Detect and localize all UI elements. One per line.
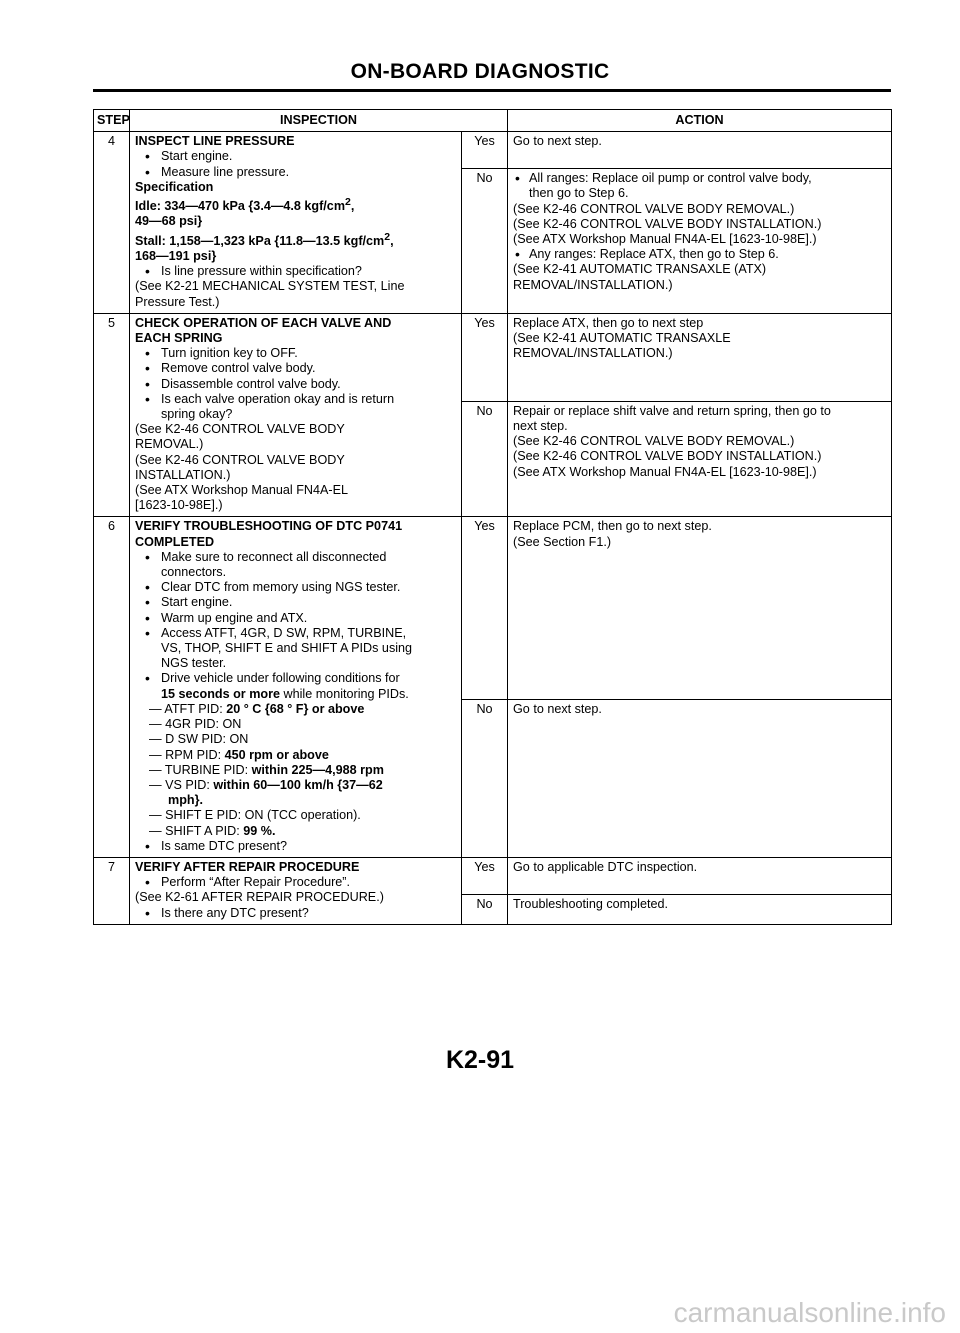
step-number: 7 [94, 857, 130, 924]
action-cell [508, 857, 892, 894]
step-5-inspection [130, 313, 462, 517]
step-7-yes-row [94, 857, 892, 894]
action-text: Repair or replace shift valve and return spring, then go to [513, 403, 831, 418]
step-4-inspection [130, 132, 462, 314]
reference: [1623-10-98E].) [135, 498, 223, 513]
list-item: • Drive vehicle under following conditions for [135, 671, 456, 686]
watermark: carmanualsonline.info [673, 1297, 946, 1328]
pid-condition-cont: mph}. [168, 793, 203, 808]
action-text: REMOVAL/INSTALLATION.) [513, 277, 673, 292]
action-text: Replace PCM, then go to next step. [513, 519, 712, 534]
list-item: • Is line pressure within specification? [135, 264, 456, 279]
pid-value: 20 ° C {68 ° F} or above [226, 701, 365, 716]
list-item-cont: NGS tester. [161, 656, 227, 671]
list-item: • Start engine. [135, 595, 456, 610]
no-label: No [462, 169, 508, 314]
pid-label: — TURBINE PID: [149, 762, 252, 777]
pid-condition [135, 824, 456, 839]
list-item: • Remove control valve body. [135, 361, 456, 376]
pid-value: within 60—100 km/h {37—62 [213, 777, 383, 792]
list-item: • Warm up engine and ATX. [135, 611, 456, 626]
action-text: Go to applicable DTC inspection. [513, 859, 698, 874]
action-text: (See Section F1.) [513, 534, 612, 549]
action-text: Go to next step. [513, 134, 602, 149]
action-text: (See ATX Workshop Manual FN4A-EL [1623-10-98E].) [513, 464, 817, 479]
action-text: Replace ATX, then go to next step [513, 315, 704, 330]
list-item: • Clear DTC from memory using NGS tester. [135, 580, 456, 595]
page-number: K2-91 [445, 1046, 515, 1074]
title-rule [93, 89, 891, 92]
action-text: (See ATX Workshop Manual FN4A-EL [1623-10-98E].) [513, 232, 817, 247]
pid-value: 450 rpm or above [224, 747, 329, 762]
list-item-cont: connectors. [161, 565, 227, 580]
step-title: INSPECT LINE PRESSURE [135, 134, 295, 149]
step-title: COMPLETED [135, 534, 215, 549]
pid-condition [135, 778, 456, 793]
yes-label: Yes [462, 313, 508, 401]
header-step: STEP [94, 110, 130, 132]
step-6-yes-row [94, 517, 892, 700]
action-cell [508, 132, 892, 169]
list-item: • Turn ignition key to OFF. [135, 346, 456, 361]
list-item: • Is each valve operation okay and is return [135, 392, 456, 407]
diagnostic-table [93, 109, 892, 925]
pid-value: 99 %. [243, 823, 276, 838]
spec-idle: Idle: 334—470 kPa {3.4—4.8 kgf/$cm^2$, [135, 196, 355, 214]
list-item: • Make sure to reconnect all disconnected [135, 550, 456, 565]
pid-condition: — D SW PID: ON [149, 732, 249, 747]
spec-stall-value: Stall: 1,158—1,323 kPa {11.8—13.5 kgf/cm [135, 233, 385, 248]
list-item: • Is same DTC present? [135, 839, 456, 854]
yes-label: Yes [462, 132, 508, 169]
list-item: • Measure line pressure. [135, 165, 456, 180]
list-item-cont [135, 687, 456, 702]
action-text: Go to next step. [513, 702, 602, 717]
reference: REMOVAL.) [135, 437, 204, 452]
pid-condition: — SHIFT E PID: ON (TCC operation). [149, 808, 361, 823]
step-number: 5 [94, 313, 130, 517]
yes-label: Yes [462, 517, 508, 700]
header-action: ACTION [508, 110, 892, 132]
spec-idle-value: Idle: 334—470 kPa {3.4—4.8 kgf/cm [135, 199, 346, 214]
action-text: then go to Step 6. [529, 186, 629, 201]
text: while monitoring PIDs. [280, 686, 409, 701]
action-cell [508, 401, 892, 517]
step-number: 4 [94, 132, 130, 314]
action-text: (See K2-46 CONTROL VALVE BODY INSTALLATION.) [513, 216, 822, 231]
pid-condition [135, 748, 456, 763]
step-title: CHECK OPERATION OF EACH VALVE AND [135, 315, 392, 330]
step-title: VERIFY AFTER REPAIR PROCEDURE [135, 859, 360, 874]
list-item: • Is there any DTC present? [135, 906, 456, 921]
list-item: • Perform “After Repair Procedure”. [135, 875, 456, 890]
reference: (See ATX Workshop Manual FN4A-EL [135, 483, 349, 498]
action-text: • All ranges: Replace oil pump or control valve body, [513, 171, 886, 186]
action-text: REMOVAL/INSTALLATION.) [513, 346, 673, 361]
pid-label: — RPM PID: [149, 747, 225, 762]
action-cell [508, 517, 892, 700]
reference: (See K2-21 MECHANICAL SYSTEM TEST, Line [135, 279, 405, 294]
list-item: • Start engine. [135, 149, 456, 164]
action-cell [508, 700, 892, 857]
step-7-inspection [130, 857, 462, 924]
step-title: EACH SPRING [135, 331, 223, 346]
spec-stall-psi: 168—191 psi} [135, 249, 217, 263]
reference: Pressure Test.) [135, 294, 220, 309]
pid-condition [135, 763, 456, 778]
list-item-cont: spring okay? [161, 407, 233, 422]
no-label: No [462, 401, 508, 517]
pid-condition: — 4GR PID: ON [149, 717, 242, 732]
pid-value: within 225—4,988 rpm [251, 762, 384, 777]
action-cell [508, 169, 892, 314]
list-item: • Access ATFT, 4GR, D SW, RPM, TURBINE, [135, 626, 456, 641]
pid-label: — SHIFT A PID: [149, 823, 244, 838]
pid-condition [135, 702, 456, 717]
reference: (See K2-46 CONTROL VALVE BODY [135, 422, 345, 437]
table-header-row [94, 110, 892, 132]
pid-label: — VS PID: [149, 777, 214, 792]
action-text: Troubleshooting completed. [513, 896, 668, 911]
action-cell [508, 894, 892, 924]
action-text: (See K2-46 CONTROL VALVE BODY REMOVAL.) [513, 434, 795, 449]
step-5-yes-row [94, 313, 892, 401]
pid-label: — ATFT PID: [149, 701, 227, 716]
list-item-cont: VS, THOP, SHIFT E and SHIFT A PIDs using [161, 641, 413, 656]
step-number: 6 [94, 517, 130, 857]
action-text: (See K2-46 CONTROL VALVE BODY REMOVAL.) [513, 201, 795, 216]
no-label: No [462, 894, 508, 924]
spec-stall: Stall: 1,158—1,323 kPa {11.8—13.5 kgf/$cm^2$, [135, 230, 394, 248]
action-text: next step. [513, 419, 568, 434]
spec-idle-psi: 49—68 psi} [135, 214, 203, 229]
step-6-inspection [130, 517, 462, 857]
step-4-yes-row [94, 132, 892, 169]
action-text: (See K2-46 CONTROL VALVE BODY INSTALLATION.) [513, 449, 822, 464]
spec-label: Specification [135, 179, 214, 194]
action-text: (See K2-41 AUTOMATIC TRANSAXLE [513, 331, 731, 346]
action-text: (See K2-41 AUTOMATIC TRANSAXLE (ATX) [513, 262, 767, 277]
header-inspection: INSPECTION [130, 110, 508, 132]
reference: (See K2-61 AFTER REPAIR PROCEDURE.) [135, 890, 384, 905]
reference: INSTALLATION.) [135, 467, 231, 482]
list-item: • Disassemble control valve body. [135, 377, 456, 392]
emphasis: 15 seconds or more [161, 686, 280, 701]
page-title: ON-BOARD DIAGNOSTIC [350, 60, 610, 83]
no-label: No [462, 700, 508, 857]
reference: (See K2-46 CONTROL VALVE BODY [135, 452, 345, 467]
yes-label: Yes [462, 857, 508, 894]
action-cell [508, 313, 892, 401]
step-title: VERIFY TROUBLESHOOTING OF DTC P0741 [135, 519, 403, 534]
action-text: • Any ranges: Replace ATX, then go to Step 6. [513, 247, 886, 262]
